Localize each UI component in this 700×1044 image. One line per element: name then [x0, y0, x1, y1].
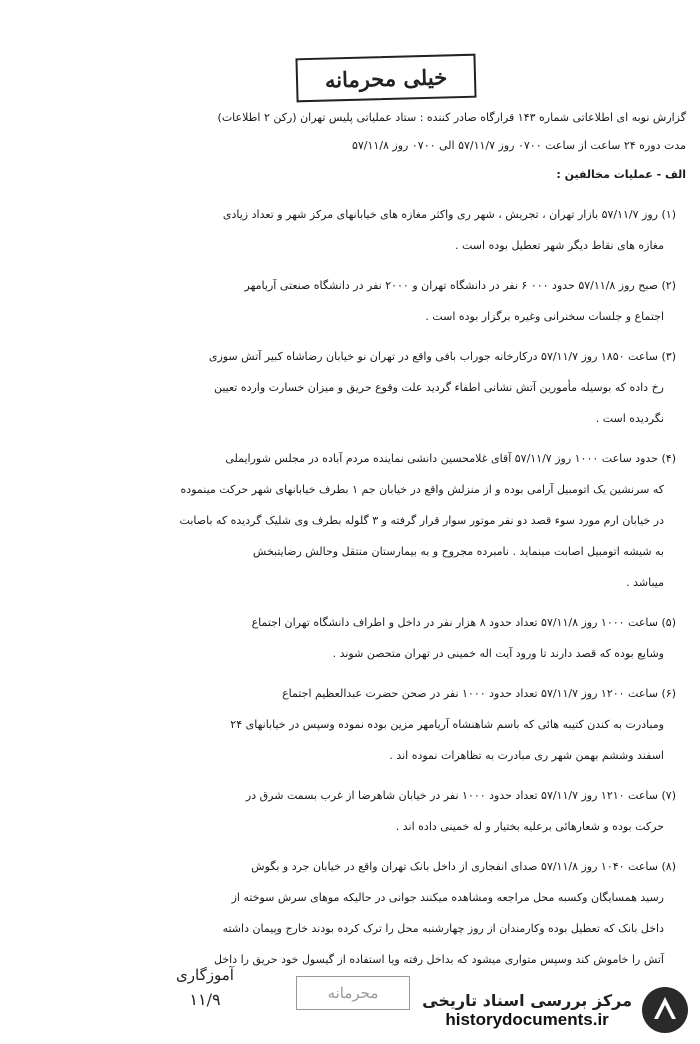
report-item-line: رسید همسایگان وکسبه محل مراجعه ومشاهده میکنند جوانی در حالیکه موهای سرش سوخته از: [231, 891, 664, 904]
report-header-line-2: مدت دوره ۲۴ ساعت از ساعت ۰۷۰۰ روز ۵۷/۱۱/۷ الی ۰۷۰۰ روز ۵۷/۱۱/۸: [351, 139, 686, 152]
report-item-line: (۳) ساعت ۱۸۵۰ روز ۵۷/۱۱/۷ درکارخانه جوراب بافی واقع در تهران نو خیابان رضاشاه کبیر آتش سوزی: [208, 350, 676, 363]
report-item-line: میباشد .: [626, 576, 664, 589]
report-item-line: داخل بانک که تعطیل بوده وکارمندان از روز چهارشنبه محل را ترک کرده بودند خارج وپیمان داشته: [222, 922, 664, 935]
bottom-stamp: محرمانه: [296, 976, 410, 1010]
report-item: [12, 607, 686, 669]
report-header-line-1: گزارش نوبه ای اطلاعاتی شماره ۱۴۳ قرارگاه صادر کننده : ستاد عملیاتی پلیس تهران (رکن ۲ اطلاعات): [217, 111, 686, 124]
report-item-line: (۷) ساعت ۱۲۱۰ روز ۵۷/۱۱/۷ تعداد حدود ۱۰۰۰ نفر در خیابان شاهرضا از غرب بسمت شرق در: [245, 789, 676, 802]
signature-date: ۱۱/۹: [189, 990, 221, 1009]
report-item-line: اسفند وششم بهمن شهر ری مبادرت به تظاهرات نموده اند .: [389, 749, 664, 762]
report-item-line: (۱) روز ۵۷/۱۱/۷ بازار تهران ، تجریش ، شهر ری واکثر مغازه های خیابانهای مرکز شهر و تعداد زیادی: [222, 208, 676, 221]
report-item-line: نگردیده است .: [595, 412, 664, 425]
report-item-line: در خیابان ارم مورد سوء قصد دو نفر موتور سوار قرار گرفته و ۳ گلوله بطرف وی شلیک گردیده که باصابت: [179, 514, 664, 527]
report-item: [12, 443, 686, 598]
report-item-line: مغازه های نقاط دیگر شهر تعطیل بوده است .: [455, 239, 664, 252]
report-body: [12, 104, 686, 975]
report-items: [12, 199, 686, 975]
report-item-line: (۲) صبح روز ۵۷/۱۱/۸ حدود ۰۰۰ ۶ نفر در دانشگاه تهران و ۲۰۰۰ نفر در دانشگاه صنعتی آریامهر: [244, 279, 676, 292]
report-item: [12, 780, 686, 842]
section-title: الف - عملیات مخالفین :: [556, 168, 686, 181]
watermark-name: مرکز بررسی اسناد تاریخی: [422, 990, 632, 1010]
report-item-line: حرکت بوده و شعارهائی برعلیه بختیار و له خمینی داده اند .: [395, 820, 664, 833]
watermark-url: historydocuments.ir: [445, 1009, 609, 1029]
report-item-line: (۸) ساعت ۱۰۴۰ روز ۵۷/۱۱/۸ صدای انفجاری از داخل بانک تهران واقع در خیابان جرد و بگوش: [251, 860, 676, 873]
report-item-line: آتش را خاموش کند وسپس متواری میشود که بداخل رفته ویا استفاده از گیسول خود حریق را داخل: [214, 953, 664, 966]
watermark-text: [422, 991, 632, 1030]
report-item: [12, 199, 686, 261]
report-item-line: ومبادرت به کندن کتیبه هائی که باسم شاهنشاه آریامهر مزین بوده نموده وسپس در خیابانهای ۲۴: [230, 718, 664, 731]
report-item-line: (۴) حدود ساعت ۱۰۰۰ روز ۵۷/۱۱/۷ آقای غلامحسین دانشی نماینده مردم آباده در مجلس شورایملی: [225, 452, 676, 465]
report-item-line: (۵) ساعت ۱۰۰۰ روز ۵۷/۱۱/۸ تعداد حدود ۸ هزار نفر در داخل و اطراف دانشگاه تهران اجتماع: [251, 616, 676, 629]
archive-logo-icon: [640, 985, 690, 1035]
report-item: [12, 270, 686, 332]
report-item-line: رخ داده که بوسیله مأمورین آتش نشانی اطفاء گردید علت وقوع حریق و میزان خسارت وارده تعیین: [213, 381, 664, 394]
report-item-line: وشایع بوده که قصد دارند تا ورود آیت اله خمینی در تهران متحصن شوند .: [332, 647, 664, 660]
report-item: [12, 341, 686, 434]
classification-stamp: خیلی محرمانه: [295, 54, 476, 103]
report-item: [12, 678, 686, 771]
signature-name: آموزگاری: [176, 966, 234, 984]
report-item-line: که سرنشین یک اتومبیل آرامی بوده و از منزلش واقع در خیابان جم ۱ بطرف خیابانهای شهر حرکت مینموده: [180, 483, 664, 496]
report-item-line: اجتماع و جلسات سخنرانی وغیره برگزار بوده است .: [425, 310, 664, 323]
signature: [150, 966, 260, 1036]
watermark: [420, 980, 690, 1040]
report-item-line: (۶) ساعت ۱۲۰۰ روز ۵۷/۱۱/۷ تعداد حدود ۱۰۰۰ نفر در صحن حضرت عبدالعظیم اجتماع: [282, 687, 676, 700]
report-item-line: به شیشه اتومبیل اصابت مینماید . نامبرده مجروح و به بیمارستان منتقل وحالش رضایتبخش: [252, 545, 664, 558]
report-item: [12, 851, 686, 975]
